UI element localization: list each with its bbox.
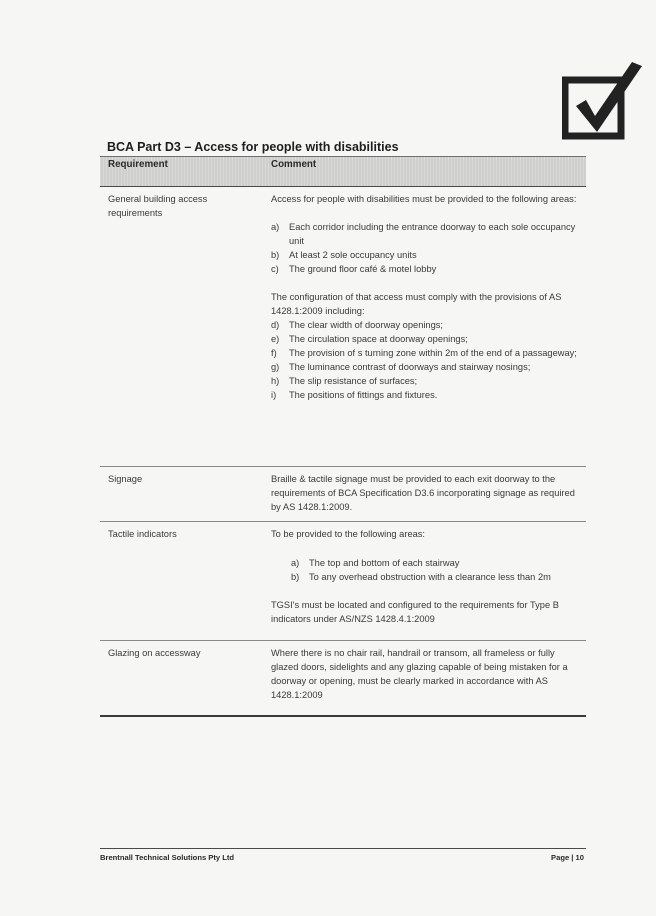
comment-cell: Where there is no chair rail, handrail or transom, all frameless or fully glazed doors, sidelights and any glazing capable of being mistaken for a doorway or opening, must be clearly marked in accordance with AS 1428.1:2009 xyxy=(271,648,568,700)
table-header xyxy=(100,156,586,187)
list-text: To any overhead obstruction with a clearance less than 2m xyxy=(309,572,551,582)
comment-cell: Braille & tactile signage must be provided to each exit doorway to the requirements of BCA Specification D3.6 incorporating signage as required by AS 1428.1:2009. xyxy=(271,474,575,512)
requirement-cell: General building access requirements xyxy=(108,194,208,218)
page-number: Page | 10 xyxy=(551,853,584,862)
table-row xyxy=(100,187,586,467)
comment-text: TGSI's must be located and configured to the requirements for Type B indicators under AS/NZS 1428.4.1:2009 xyxy=(271,600,559,624)
list-label: a) xyxy=(271,222,280,232)
list-item xyxy=(271,346,578,360)
list-label: b) xyxy=(291,572,300,582)
list-text: The clear width of doorway openings; xyxy=(289,320,444,330)
list-label: h) xyxy=(271,376,280,386)
checkmark-box-icon xyxy=(562,58,644,140)
list-item xyxy=(271,318,578,332)
list-item xyxy=(291,570,578,584)
list-text: The luminance contrast of doorways and stairway nosings; xyxy=(289,362,531,372)
list-item xyxy=(291,556,578,570)
header-comment: Comment xyxy=(271,159,317,170)
requirement-cell: Glazing on accessway xyxy=(108,648,201,658)
list-item xyxy=(271,360,578,374)
table-row xyxy=(100,522,586,641)
area-list xyxy=(271,220,578,276)
list-label: e) xyxy=(271,334,280,344)
list-text: The slip resistance of surfaces; xyxy=(289,376,418,386)
list-label: g) xyxy=(271,362,280,372)
list-item xyxy=(271,262,578,276)
table-row xyxy=(100,467,586,522)
comment-text: Access for people with disabilities must be provided to the following areas: xyxy=(271,194,577,204)
comment-cell xyxy=(265,522,586,640)
table-row xyxy=(100,641,586,717)
area-list xyxy=(291,556,578,584)
list-text: At least 2 sole occupancy units xyxy=(289,250,417,260)
page-footer xyxy=(100,848,586,862)
requirements-table xyxy=(100,156,586,717)
list-label: f) xyxy=(271,348,277,358)
list-item xyxy=(271,248,578,262)
list-text: The provision of s turning zone within 2m of the end of a passageway; xyxy=(289,348,577,358)
list-item xyxy=(271,332,578,346)
comment-text: To be provided to the following areas: xyxy=(271,529,426,539)
page-title: BCA Part D3 – Access for people with disabilities xyxy=(107,140,399,154)
list-text: The top and bottom of each stairway xyxy=(309,558,460,568)
header-requirement: Requirement xyxy=(108,159,168,170)
list-text: The positions of fittings and fixtures. xyxy=(289,390,438,400)
list-label: i) xyxy=(271,390,277,400)
company-name: Brentnall Technical Solutions Pty Ltd xyxy=(100,853,235,862)
list-item xyxy=(271,388,578,402)
list-item xyxy=(271,374,578,388)
list-item xyxy=(271,220,578,248)
list-text: Each corridor including the entrance doorway to each sole occupancy unit xyxy=(289,222,576,246)
list-label: a) xyxy=(291,558,300,568)
requirement-cell: Signage xyxy=(108,474,143,484)
list-label: c) xyxy=(271,264,279,274)
requirement-cell: Tactile indicators xyxy=(108,529,177,539)
list-text: The ground floor café & motel lobby xyxy=(289,264,437,274)
provision-list xyxy=(271,318,578,402)
comment-text: The configuration of that access must comply with the provisions of AS 1428.1:2009 including: xyxy=(271,292,562,316)
list-text: The circulation space at doorway openings; xyxy=(289,334,468,344)
list-label: d) xyxy=(271,320,280,330)
comment-cell xyxy=(265,187,586,466)
list-label: b) xyxy=(271,250,280,260)
